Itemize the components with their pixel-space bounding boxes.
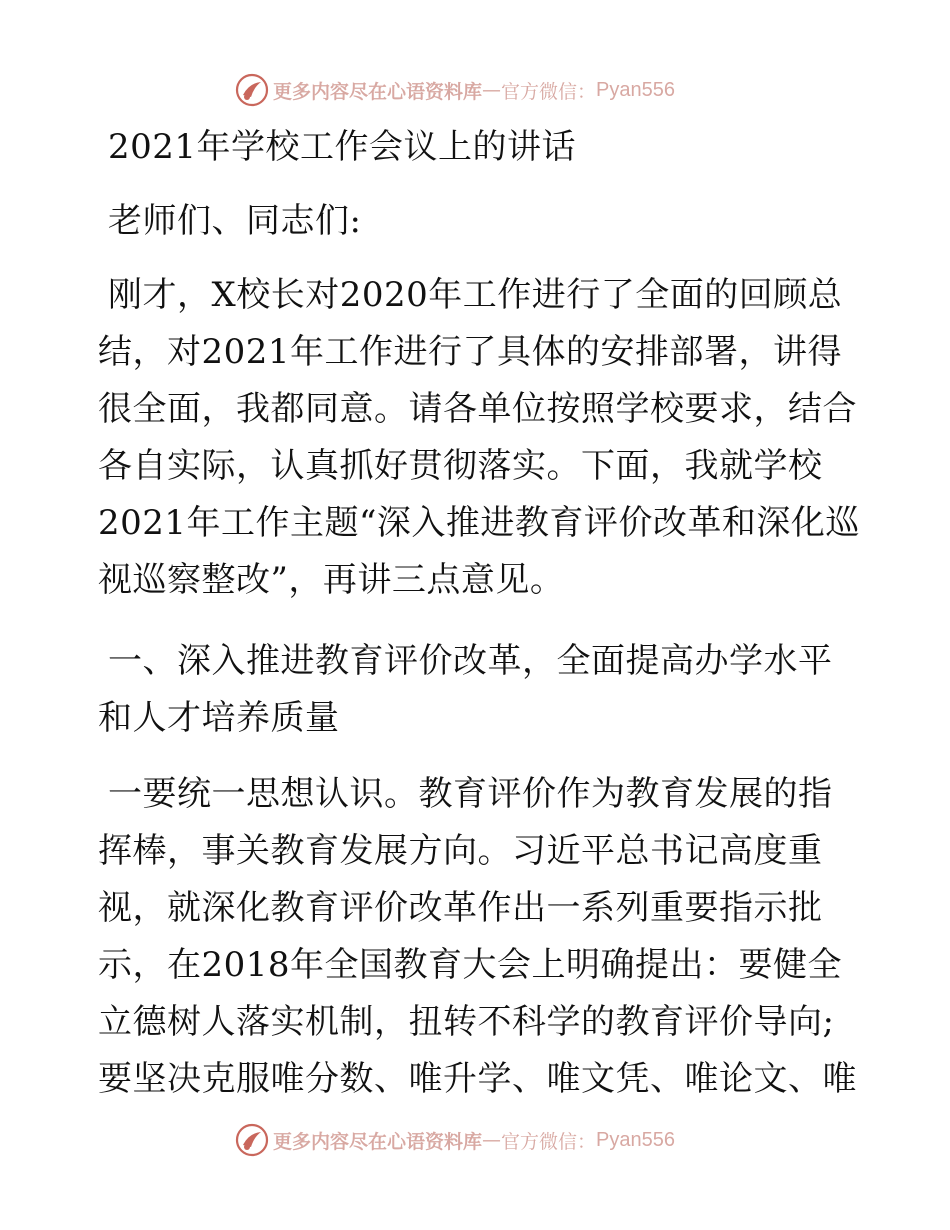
paragraph-line: 刚才，X校长对2020年工作进行了全面的回顾总 — [108, 275, 843, 315]
watermark-dash: — — [482, 1129, 502, 1151]
watermark-sub-text: 官方微信： — [501, 80, 597, 103]
document-title: 2021年学校工作会议上的讲话 — [108, 127, 577, 167]
watermark-wechat-id: Pyan556 — [596, 1128, 675, 1151]
paragraph-line: 结，对2021年工作进行了具体的安排部署，讲得 — [98, 332, 843, 372]
watermark-wechat-id: Pyan556 — [596, 78, 675, 101]
paragraph-line: 视巡察整改”，再讲三点意见。 — [98, 560, 565, 600]
watermark-main-text: 更多内容尽在心语资料库 — [273, 80, 483, 103]
paragraph-line: 很全面，我都同意。请各单位按照学校要求，结合 — [98, 389, 857, 429]
watermark-footer — [235, 1123, 675, 1157]
paragraph-line: 视，就深化教育评价改革作出一系列重要指示批 — [98, 888, 823, 928]
watermark-header — [235, 73, 675, 107]
watermark-sub-text: 官方微信： — [501, 1130, 597, 1153]
logo-icon — [235, 1123, 269, 1157]
paragraph-line: 示，在2018年全国教育大会上明确提出：要健全 — [98, 945, 843, 985]
section-heading: 和人才培养质量 — [98, 698, 340, 738]
section-heading: 一、深入推进教育评价改革，全面提高办学水平 — [108, 641, 833, 681]
logo-icon — [235, 73, 269, 107]
paragraph-line: 立德树人落实机制，扭转不科学的教育评价导向; — [98, 1002, 835, 1042]
paragraph-line: 各自实际，认真抓好贯彻落实。下面，我就学校 — [98, 446, 823, 486]
watermark-main-text: 更多内容尽在心语资料库 — [273, 1130, 483, 1153]
paragraph-line: 2021年工作主题“深入推进教育评价改革和深化巡 — [98, 503, 860, 543]
paragraph-line: 一要统一思想认识。教育评价作为教育发展的指 — [108, 774, 833, 814]
paragraph-line: 挥棒，事关教育发展方向。习近平总书记高度重 — [98, 831, 823, 871]
salutation: 老师们、同志们: — [108, 201, 362, 241]
paragraph-line: 要坚决克服唯分数、唯升学、唯文凭、唯论文、唯 — [98, 1059, 857, 1099]
watermark-dash: — — [482, 79, 502, 101]
